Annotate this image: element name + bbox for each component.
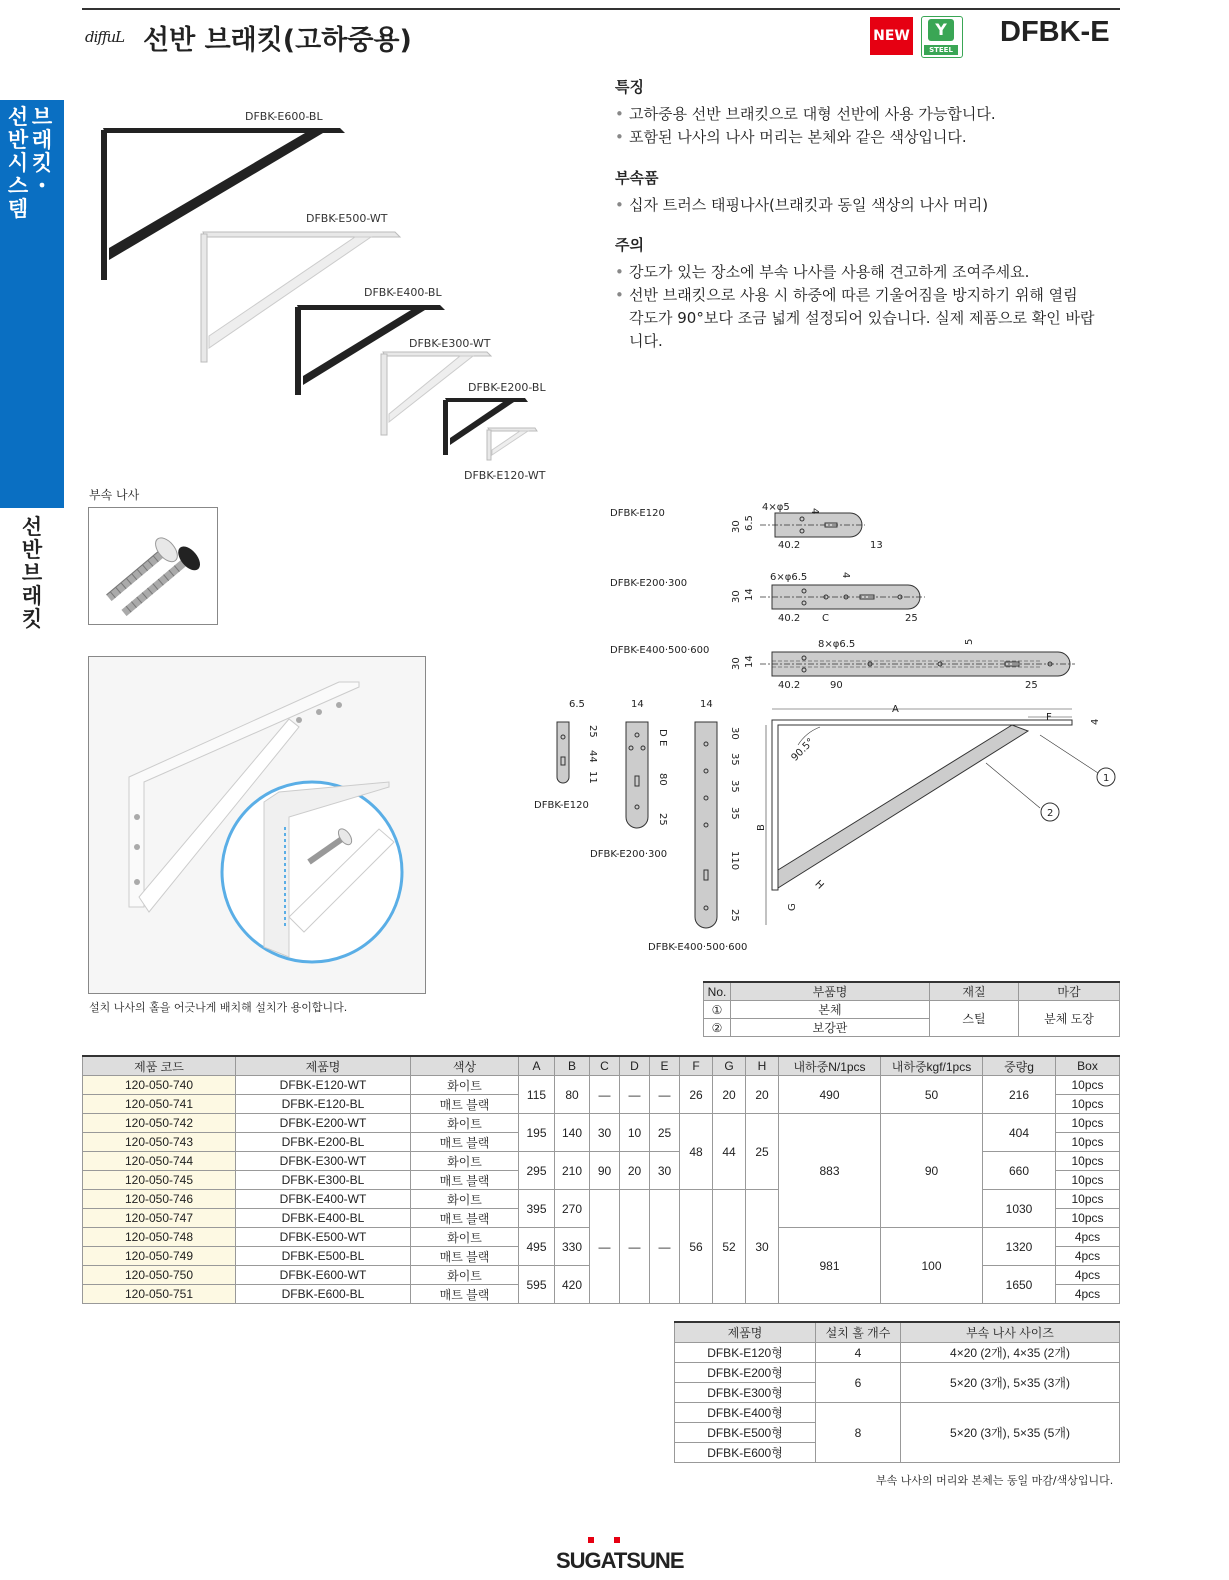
side-tab-col1: 선 반 시 스 템 — [7, 105, 29, 221]
screw-photo-label: 부속 나사 — [89, 488, 140, 502]
svg-text:6×φ6.5: 6×φ6.5 — [770, 572, 808, 583]
table-row: 120-050-743 DFBK-E200-BL 매트 블랙 10pcs — [83, 1133, 1120, 1152]
svg-text:40.2: 40.2 — [778, 613, 801, 624]
svg-text:5: 5 — [964, 638, 975, 645]
caution-item: • 강도가 있는 장소에 부속 나사를 사용해 견고하게 조여주세요. — [615, 261, 1095, 284]
accessory-item: • 십자 트러스 태핑나사(브래킷과 동일 색상의 나사 머리) — [615, 194, 1105, 217]
svg-text:13: 13 — [870, 540, 883, 551]
accessories-heading: 부속품 — [615, 169, 659, 187]
caution-item: • 선반 브래킷으로 사용 시 하중에 따른 기울어짐을 방지하기 위해 열림 각도가 90°보다 조금 넓게 설정되어 있습니다. 실제 제품으로 확인 바랍니다. — [615, 284, 1095, 353]
table-row: DFBK-E500형 — [675, 1423, 1120, 1443]
svg-text:6.5: 6.5 — [569, 699, 585, 710]
parts-header: 마감 — [1019, 982, 1120, 1001]
svg-text:G: G — [787, 903, 798, 911]
svg-text:A: A — [892, 704, 899, 715]
svg-text:44: 44 — [587, 750, 598, 763]
svg-text:4: 4 — [840, 572, 851, 579]
drawing-label: DFBK-E400·500·600 — [610, 645, 710, 656]
accessories-section — [615, 167, 1105, 217]
svg-text:35: 35 — [729, 753, 740, 766]
install-caption: 설치 나사의 홀을 어긋나게 배치해 설치가 용이합니다. — [89, 1001, 348, 1014]
svg-text:30: 30 — [731, 520, 742, 533]
svg-text:40.2: 40.2 — [778, 680, 801, 691]
table-row: ② 보강판 — [704, 1019, 1120, 1037]
svg-text:35: 35 — [729, 780, 740, 793]
svg-text:E: E — [657, 740, 668, 747]
drawing-label: DFBK-E120 — [610, 508, 665, 519]
svg-text:6.5: 6.5 — [744, 515, 755, 531]
side-subtitle: 선 반 브 래 킷 — [21, 515, 43, 631]
product-label: DFBK-E400-BL — [364, 286, 442, 299]
spec-table: 제품 코드 제품명 색상 A B C D E F G H 내하중N/1pcs 내하중kgf/1pcs 중량g Box 120-050-740 DFBK-E120-WT 화이트 115 80 — — — 26 20 20 490 50 216 10pcs 120-050-741 DFBK-E120-BL 매트 블랙 10pcs 120-050-742 DFBK-E200-WT 화이트 195 140 30 10 25 48 44 25 883 90 404 10pcs 120-050-743 DFBK-E200-BL 매트 블랙 10pcs 120-050-744 DFBK-E300-WT 화이트 295 210 90 20 30 660 10pcs 120-050-745 DFBK-E300-BL 매트 블랙 10pcs 120-050-746 DFBK-E400-WT 화이트 395 270 — — — 56 52 30 1030 10pcs 120-050-747 DFBK-E400-BL 매트 블랙 10pcs 120-050-748 DFBK-E500-WT 화이트 495 330 981 100 1320 4pcs 120-050-749 DFBK-E500-BL 매트 블랙 4pcs 120-050-750 DFBK-E600-WT 화이트 595 420 1650 4pcs 120-050-751 DFBK-E600-BL 매트 블랙 4pcs — [82, 1055, 1120, 1304]
side-tab-col2: 브 래 킷 ・ — [31, 105, 53, 198]
footer-logo-marks — [556, 1537, 666, 1545]
brand-logo: diffuL — [85, 28, 125, 46]
table-row: 120-050-744 DFBK-E300-WT 화이트 295 210 90 20 30 660 10pcs — [83, 1152, 1120, 1171]
table-row: 120-050-748 DFBK-E500-WT 화이트 495 330 981 100 1320 4pcs — [83, 1228, 1120, 1247]
svg-text:F: F — [1046, 712, 1052, 723]
svg-text:8×φ6.5: 8×φ6.5 — [818, 639, 856, 650]
svg-text:40.2: 40.2 — [778, 540, 801, 551]
steel-badge — [921, 16, 963, 58]
screw-table: 제품명 설치 홀 개수 부속 나사 사이즈 DFBK-E120형 4 4×20 (2개), 4×35 (2개) DFBK-E200형 6 5×20 (3개), 5×35 (3개) DFBK-E300형 DFBK-E400형 8 5×20 (3개), 5×35 (5개) DFBK-E500형 DFBK-E600형 — [674, 1321, 1120, 1463]
svg-text:D: D — [657, 729, 668, 737]
svg-text:11: 11 — [587, 771, 598, 784]
table-row: 120-050-745 DFBK-E300-BL 매트 블랙 10pcs — [83, 1171, 1120, 1190]
table-row: DFBK-E300형 — [675, 1383, 1120, 1403]
table-row: DFBK-E200형 6 5×20 (3개), 5×35 (3개) — [675, 1363, 1120, 1383]
svg-text:4: 4 — [1090, 718, 1101, 725]
table-row: DFBK-E400형 8 5×20 (3개), 5×35 (5개) — [675, 1403, 1120, 1423]
table-row: 120-050-750 DFBK-E600-WT 화이트 595 420 1650 4pcs — [83, 1266, 1120, 1285]
technical-drawing — [520, 495, 1120, 965]
svg-text:80: 80 — [657, 773, 668, 786]
steel-badge-letter: Y — [928, 19, 954, 41]
caution-section — [615, 234, 1095, 353]
svg-text:25: 25 — [657, 813, 668, 826]
footer-brand: SUGATSUNE — [556, 1548, 684, 1573]
svg-text:25: 25 — [1025, 680, 1038, 691]
product-lineup-image — [95, 100, 555, 490]
svg-text:H: H — [812, 878, 826, 892]
feature-item: • 고하중용 선반 브래킷으로 대형 선반에 사용 가능합니다. — [615, 103, 1105, 126]
table-row: 120-050-742 DFBK-E200-WT 화이트 195 140 30 10 25 48 44 25 883 90 404 10pcs — [83, 1114, 1120, 1133]
product-label: DFBK-E120-WT — [464, 469, 546, 482]
screw-table-note: 부속 나사의 머리와 본체는 동일 마감/색상입니다. — [876, 1474, 1114, 1487]
steel-badge-label: STEEL — [924, 45, 958, 55]
svg-text:2: 2 — [1047, 808, 1054, 819]
svg-text:30: 30 — [729, 727, 740, 740]
caution-heading: 주의 — [615, 236, 644, 254]
table-row: 120-050-751 DFBK-E600-BL 매트 블랙 4pcs — [83, 1285, 1120, 1304]
svg-text:30: 30 — [731, 590, 742, 603]
svg-text:110: 110 — [729, 851, 740, 871]
side-tab[interactable] — [0, 100, 64, 508]
product-label: DFBK-E600-BL — [245, 110, 323, 123]
svg-text:25: 25 — [729, 909, 740, 922]
features-section — [615, 76, 1105, 149]
new-badge: NEW — [870, 17, 913, 55]
top-rule — [82, 8, 1120, 10]
svg-text:25: 25 — [587, 725, 598, 738]
table-row: 120-050-749 DFBK-E500-BL 매트 블랙 4pcs — [83, 1247, 1120, 1266]
svg-text:1: 1 — [1103, 773, 1110, 784]
model-code: DFBK-E — [1000, 16, 1110, 48]
svg-text:90: 90 — [830, 680, 843, 691]
svg-text:30: 30 — [731, 657, 742, 670]
svg-text:14: 14 — [631, 699, 644, 710]
page-title: 선반 브래킷(고하중용) — [143, 25, 412, 56]
table-row: DFBK-E600형 — [675, 1443, 1120, 1463]
parts-header: 부품명 — [731, 982, 930, 1001]
parts-table — [703, 981, 1120, 1037]
svg-text:C: C — [822, 613, 829, 624]
product-label: DFBK-E500-WT — [306, 212, 388, 225]
table-row: 120-050-746 DFBK-E400-WT 화이트 395 270 — — — 56 52 30 1030 10pcs — [83, 1190, 1120, 1209]
drawing-label: DFBK-E120 — [534, 800, 589, 811]
features-heading: 특징 — [615, 78, 644, 96]
svg-text:4: 4 — [809, 508, 820, 515]
installation-photo — [88, 656, 426, 994]
table-row: 120-050-747 DFBK-E400-BL 매트 블랙 10pcs — [83, 1209, 1120, 1228]
svg-text:4×φ5: 4×φ5 — [762, 502, 790, 513]
svg-text:14: 14 — [700, 699, 713, 710]
screw-photo — [88, 507, 218, 625]
drawing-label: DFBK-E200·300 — [590, 849, 668, 860]
drawing-label: DFBK-E400·500·600 — [648, 942, 748, 953]
table-row: ① 본체 스틸 분체 도장 — [704, 1001, 1120, 1019]
table-row: 120-050-740 DFBK-E120-WT 화이트 115 80 — — — 26 20 20 490 50 216 10pcs — [83, 1076, 1120, 1095]
svg-text:25: 25 — [905, 613, 918, 624]
parts-header: No. — [704, 982, 731, 1001]
svg-text:90.5°: 90.5° — [789, 736, 817, 764]
product-label: DFBK-E200-BL — [468, 381, 546, 394]
svg-text:14: 14 — [744, 655, 755, 668]
svg-text:35: 35 — [729, 807, 740, 820]
svg-text:B: B — [756, 824, 767, 831]
svg-text:14: 14 — [744, 588, 755, 601]
table-row: 120-050-741 DFBK-E120-BL 매트 블랙 10pcs — [83, 1095, 1120, 1114]
product-label: DFBK-E300-WT — [409, 337, 491, 350]
table-row: DFBK-E120형 4 4×20 (2개), 4×35 (2개) — [675, 1343, 1120, 1363]
parts-header: 재질 — [930, 982, 1019, 1001]
drawing-label: DFBK-E200·300 — [610, 578, 688, 589]
feature-item: • 포함된 나사의 나사 머리는 본체와 같은 색상입니다. — [615, 126, 1105, 149]
